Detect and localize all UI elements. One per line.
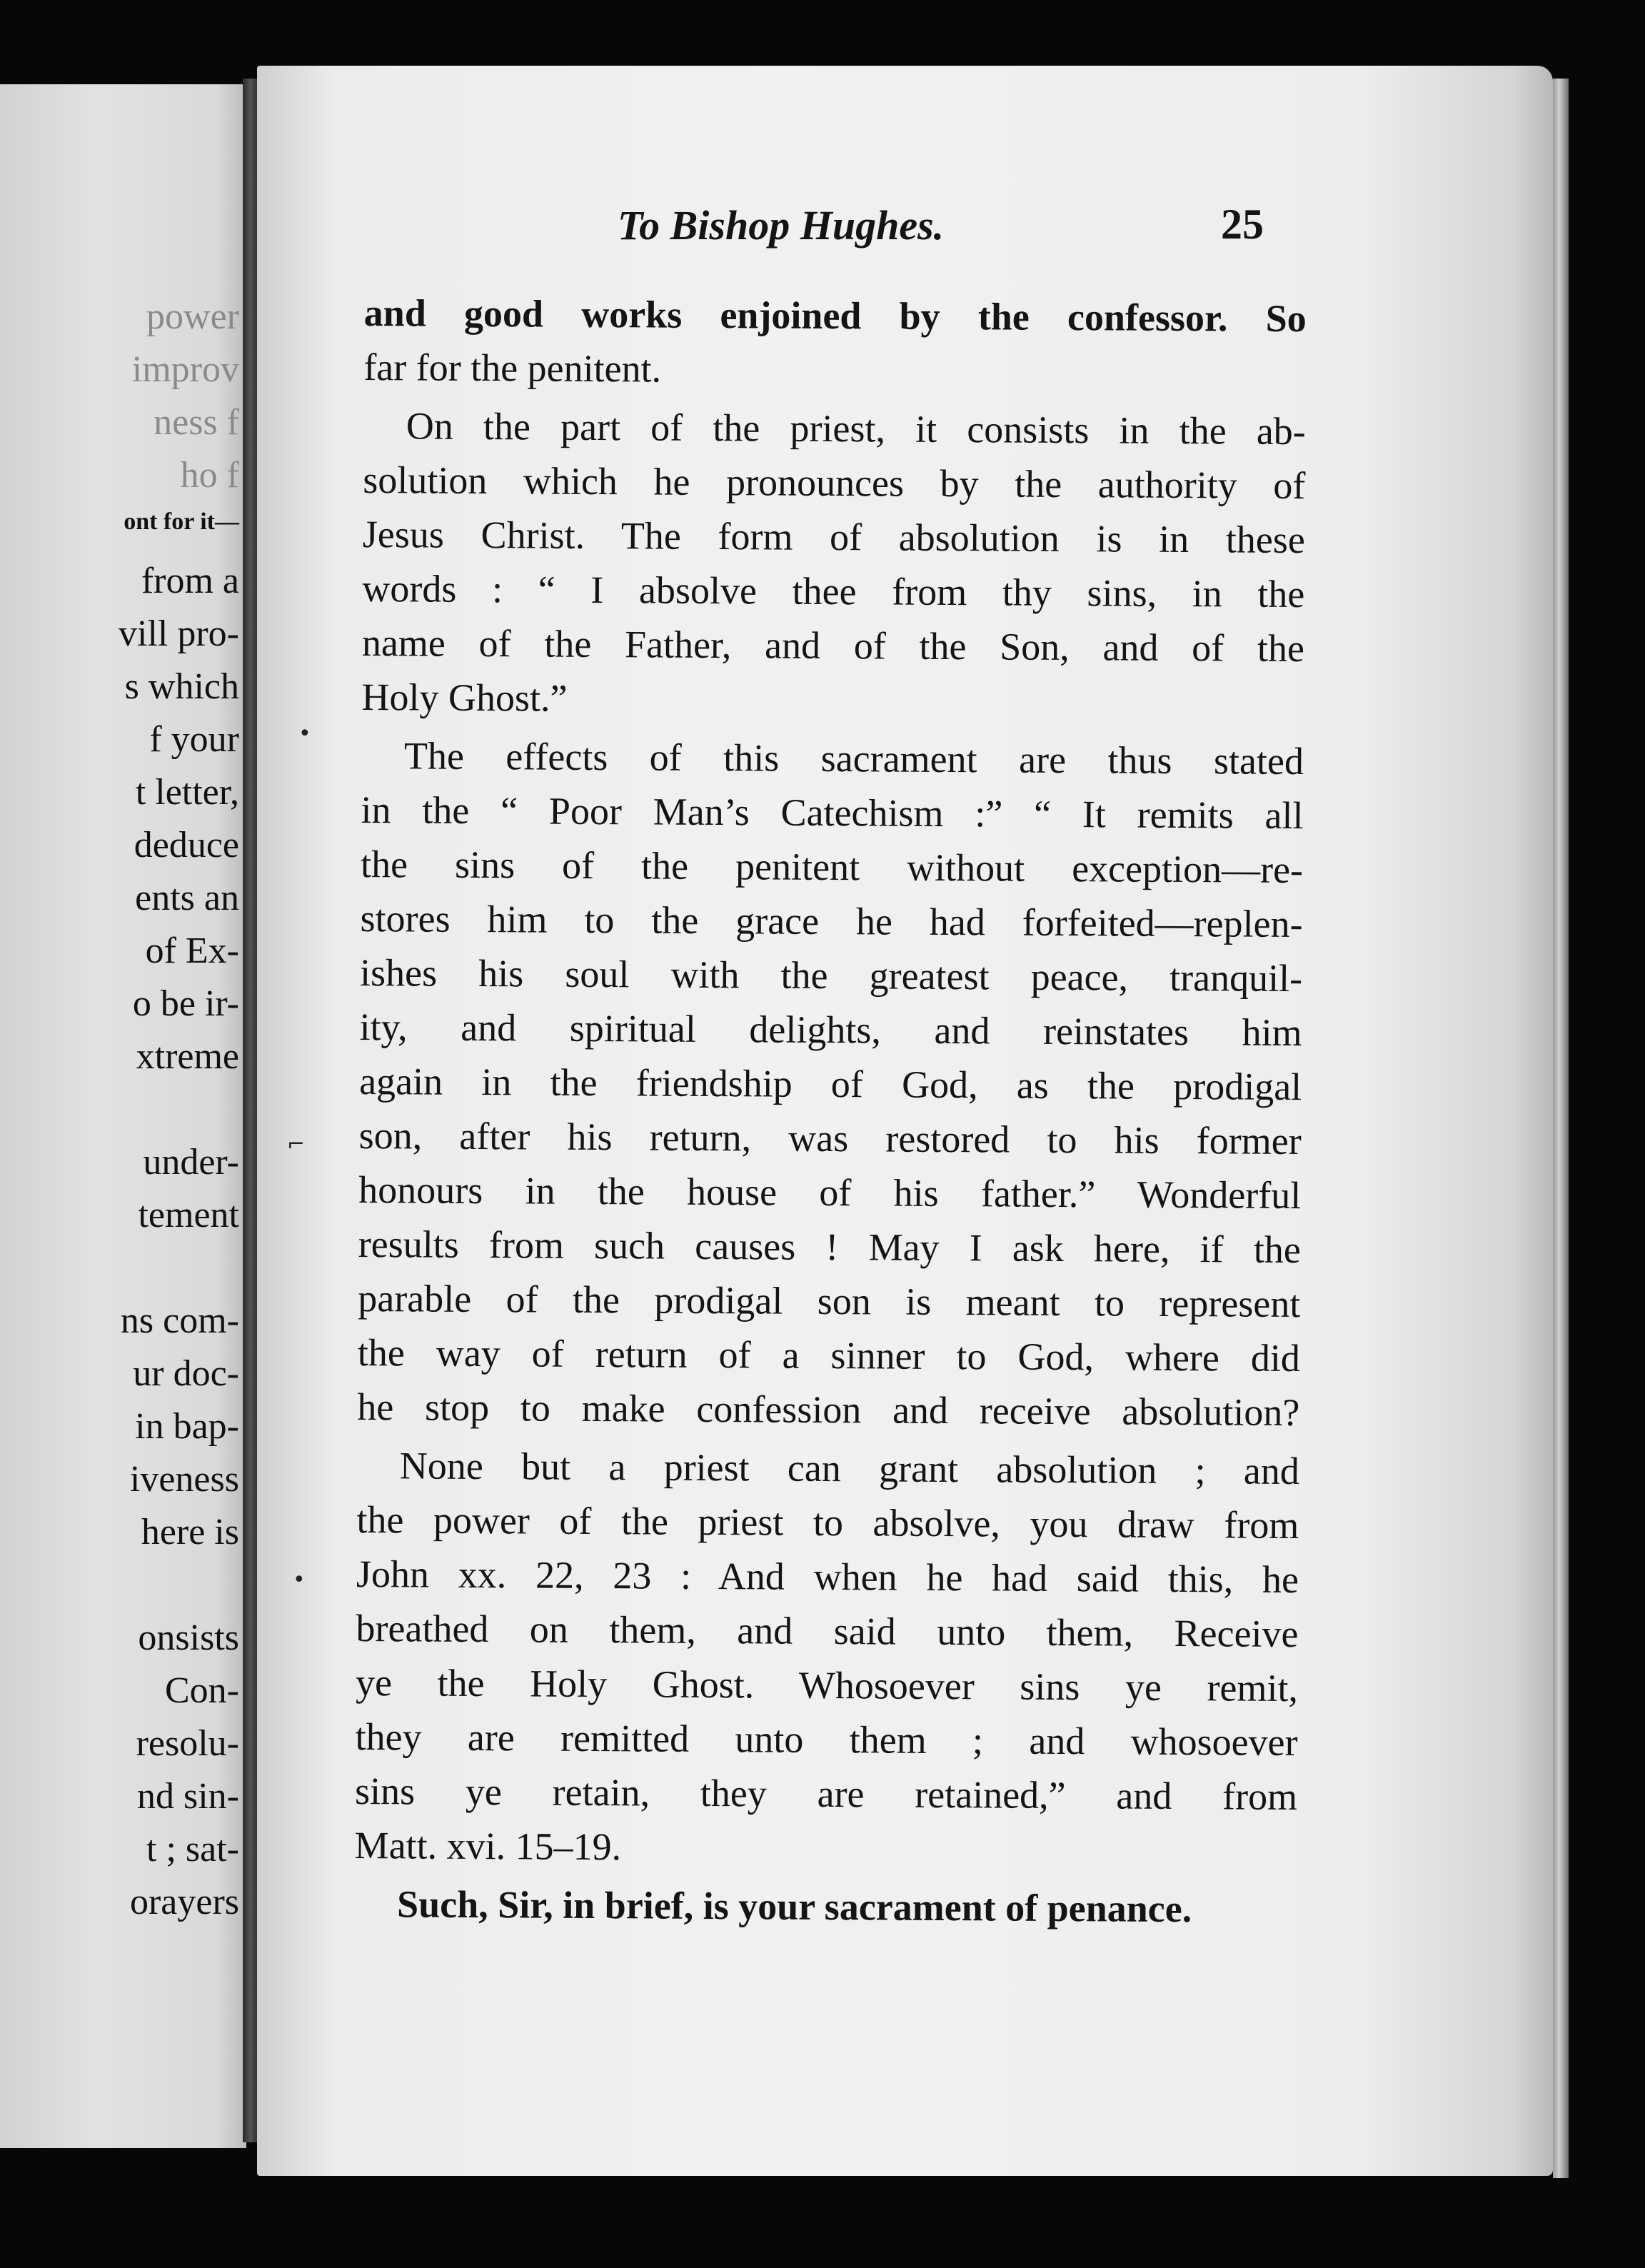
text-line: again in the friendship of God, as the prodigal (359, 1059, 1302, 1109)
text-line: son, after his return, was restored to his former (358, 1113, 1302, 1163)
left-page-fragment: ont for it— (124, 508, 239, 535)
left-page-fragment: o be ir- (132, 983, 239, 1024)
body-text (354, 286, 1307, 1937)
text-line: Holy Ghost.” (361, 675, 568, 720)
left-page-fragment: improv (131, 349, 239, 390)
text-line: the sins of the penitent without exception—re- (360, 842, 1304, 892)
text-line: he stop to make confession and receive absolution? (357, 1385, 1300, 1435)
left-page-fragment: from a (141, 561, 239, 601)
left-page-fragment: Con- (165, 1670, 239, 1711)
left-page-fragment: t ; sat- (146, 1829, 239, 1870)
page-edge (1553, 79, 1569, 2178)
text-line: parable of the prodigal son is meant to represent (358, 1276, 1301, 1326)
page-number: 25 (1221, 201, 1264, 248)
left-page-fragment: here is (141, 1512, 239, 1552)
text-line: sins ye retain, they are retained,” and from (354, 1769, 1298, 1819)
left-page-fragment: power (146, 296, 239, 337)
text-line: the power of the priest to absolve, you draw from (356, 1497, 1299, 1547)
left-page-fragment: ents an (135, 878, 239, 918)
left-page-fragment: ho f (180, 455, 239, 496)
left-page-fragment: under- (143, 1142, 239, 1183)
left-page-fragment: tement (138, 1195, 239, 1235)
text-line: results from such causes ! May I ask here, if the (358, 1222, 1301, 1272)
text-line: far for the penitent. (363, 345, 662, 391)
text-line: and good works enjoined by the confessor. So (363, 291, 1307, 341)
text-line: None but a priest can grant absolution ; and (399, 1444, 1300, 1493)
text-line: Jesus Christ. The form of absolution is in these (362, 512, 1306, 562)
margin-mark: ⌐ (287, 1132, 306, 1157)
left-page-fragment: ness f (154, 402, 239, 443)
text-line: breathed on them, and said unto them, Receive (356, 1606, 1299, 1656)
text-line: The effects of this sacrament are thus stated (403, 734, 1304, 783)
text-line: name of the Father, and of the Son, and of the (361, 621, 1305, 671)
text-line: they are remitted unto them ; and whosoever (355, 1715, 1298, 1765)
left-page-fragment: nd sin- (137, 1776, 239, 1817)
text-line: stores him to the grace he had forfeited—replen- (360, 896, 1303, 946)
text-line: in the “ Poor Man’s Catechism :” “ It remits all (361, 788, 1304, 838)
text-line: ishes his soul with the greatest peace, tranquil- (359, 950, 1303, 1000)
left-page-fragment: f your (149, 719, 239, 760)
left-page-fragment: s which (124, 666, 239, 707)
text-line: ity, and spiritual delights, and reinstates him (359, 1005, 1302, 1055)
left-page-fragment: ns com- (120, 1300, 239, 1341)
margin-mark: • (293, 1567, 306, 1592)
text-line: the way of return of a sinner to God, where did (357, 1330, 1301, 1380)
margin-mark: • (298, 721, 311, 746)
left-page-fragment: iveness (129, 1459, 239, 1500)
left-page-fragment: onsists (138, 1617, 239, 1658)
left-page-fragment: t letter, (135, 772, 239, 813)
text-line: words : “ I absolve thee from thy sins, in the (362, 566, 1305, 616)
left-page-fragment: resolu- (136, 1723, 239, 1764)
text-line: On the part of the priest, it consists in the ab- (406, 404, 1306, 453)
left-page-fragment: orayers (129, 1882, 239, 1922)
text-line: honours in the house of his father.” Wonderful (358, 1168, 1302, 1218)
left-page-fragment: of Ex- (145, 930, 239, 971)
running-head: To Bishop Hughes. (618, 202, 945, 249)
left-page-fragment: vill pro- (119, 613, 239, 654)
text-line: Such, Sir, in brief, is your sacrament of penance. (396, 1882, 1192, 1931)
left-page-fragment: deduce (134, 825, 239, 865)
left-page-fragment: ur doc- (133, 1353, 239, 1394)
text-line: solution which he pronounces by the authority of (363, 458, 1306, 508)
left-page-fragment: in bap- (135, 1406, 239, 1447)
text-line: ye the Holy Ghost. Whosoever sins ye remit, (355, 1660, 1299, 1710)
book-gutter (243, 79, 258, 2142)
text-line: Matt. xvi. 15–19. (354, 1823, 622, 1869)
text-line: John xx. 22, 23 : And when he had said this, he (356, 1552, 1299, 1602)
left-facing-page (0, 84, 246, 2148)
left-page-fragment: xtreme (136, 1036, 239, 1077)
